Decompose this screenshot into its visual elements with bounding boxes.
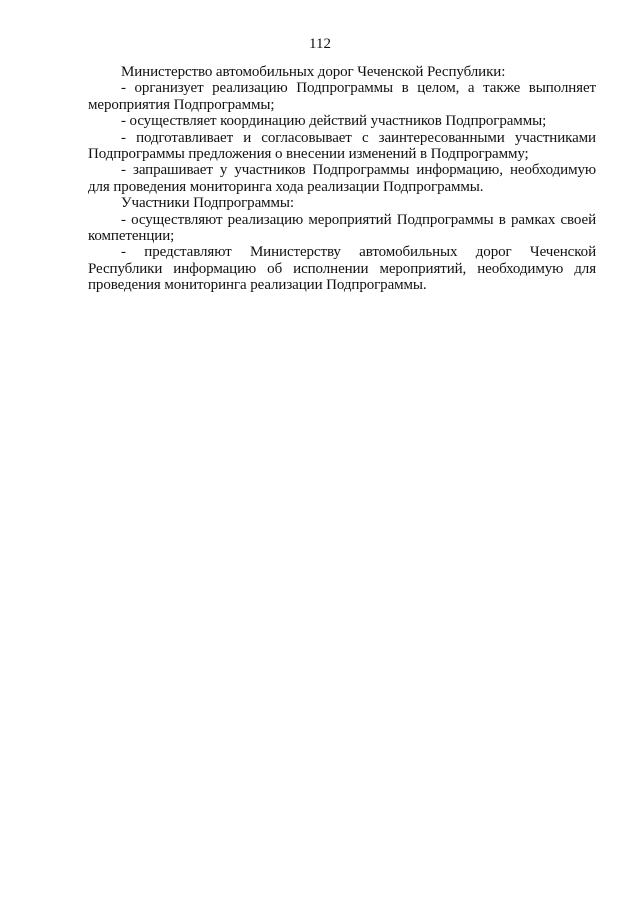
paragraph-ministry-duty-2: - осуществляет координацию действий участников Подпрограммы; bbox=[121, 113, 547, 130]
paragraph-ministry-duty-3: - подготавливает и согласовывает с заинтересованными участниками Подпрограммы предложения о внесении изменений в Подпрограмму; bbox=[88, 129, 596, 163]
paragraph-ministry-duty-4: - запрашивает у участников Подпрограммы информацию, необходимую для проведения мониторинга хода реализации Подпрограммы. bbox=[88, 162, 596, 195]
paragraph-participants-heading: Участники Подпрограммы: bbox=[121, 195, 294, 212]
paragraph-participants-duty-2: - представляют Министерству автомобильных дорог Чеченской Республики информацию об исполнении мероприятий, необходимую для проведения мониторинга реализации Подпрограммы. bbox=[88, 244, 596, 294]
paragraph-ministry-heading: Министерство автомобильных дорог Чеченской Республики: bbox=[121, 64, 506, 80]
page-number: 112 bbox=[309, 36, 331, 52]
paragraph-participants-duty-1: - осуществляют реализацию мероприятий Подпрограммы в рамках своей компетенции; bbox=[88, 211, 596, 245]
paragraph-ministry-duty-1: - организует реализацию Подпрограммы в целом, а также выполняет мероприятия Подпрограммы; bbox=[88, 80, 596, 113]
document-body bbox=[88, 64, 596, 294]
